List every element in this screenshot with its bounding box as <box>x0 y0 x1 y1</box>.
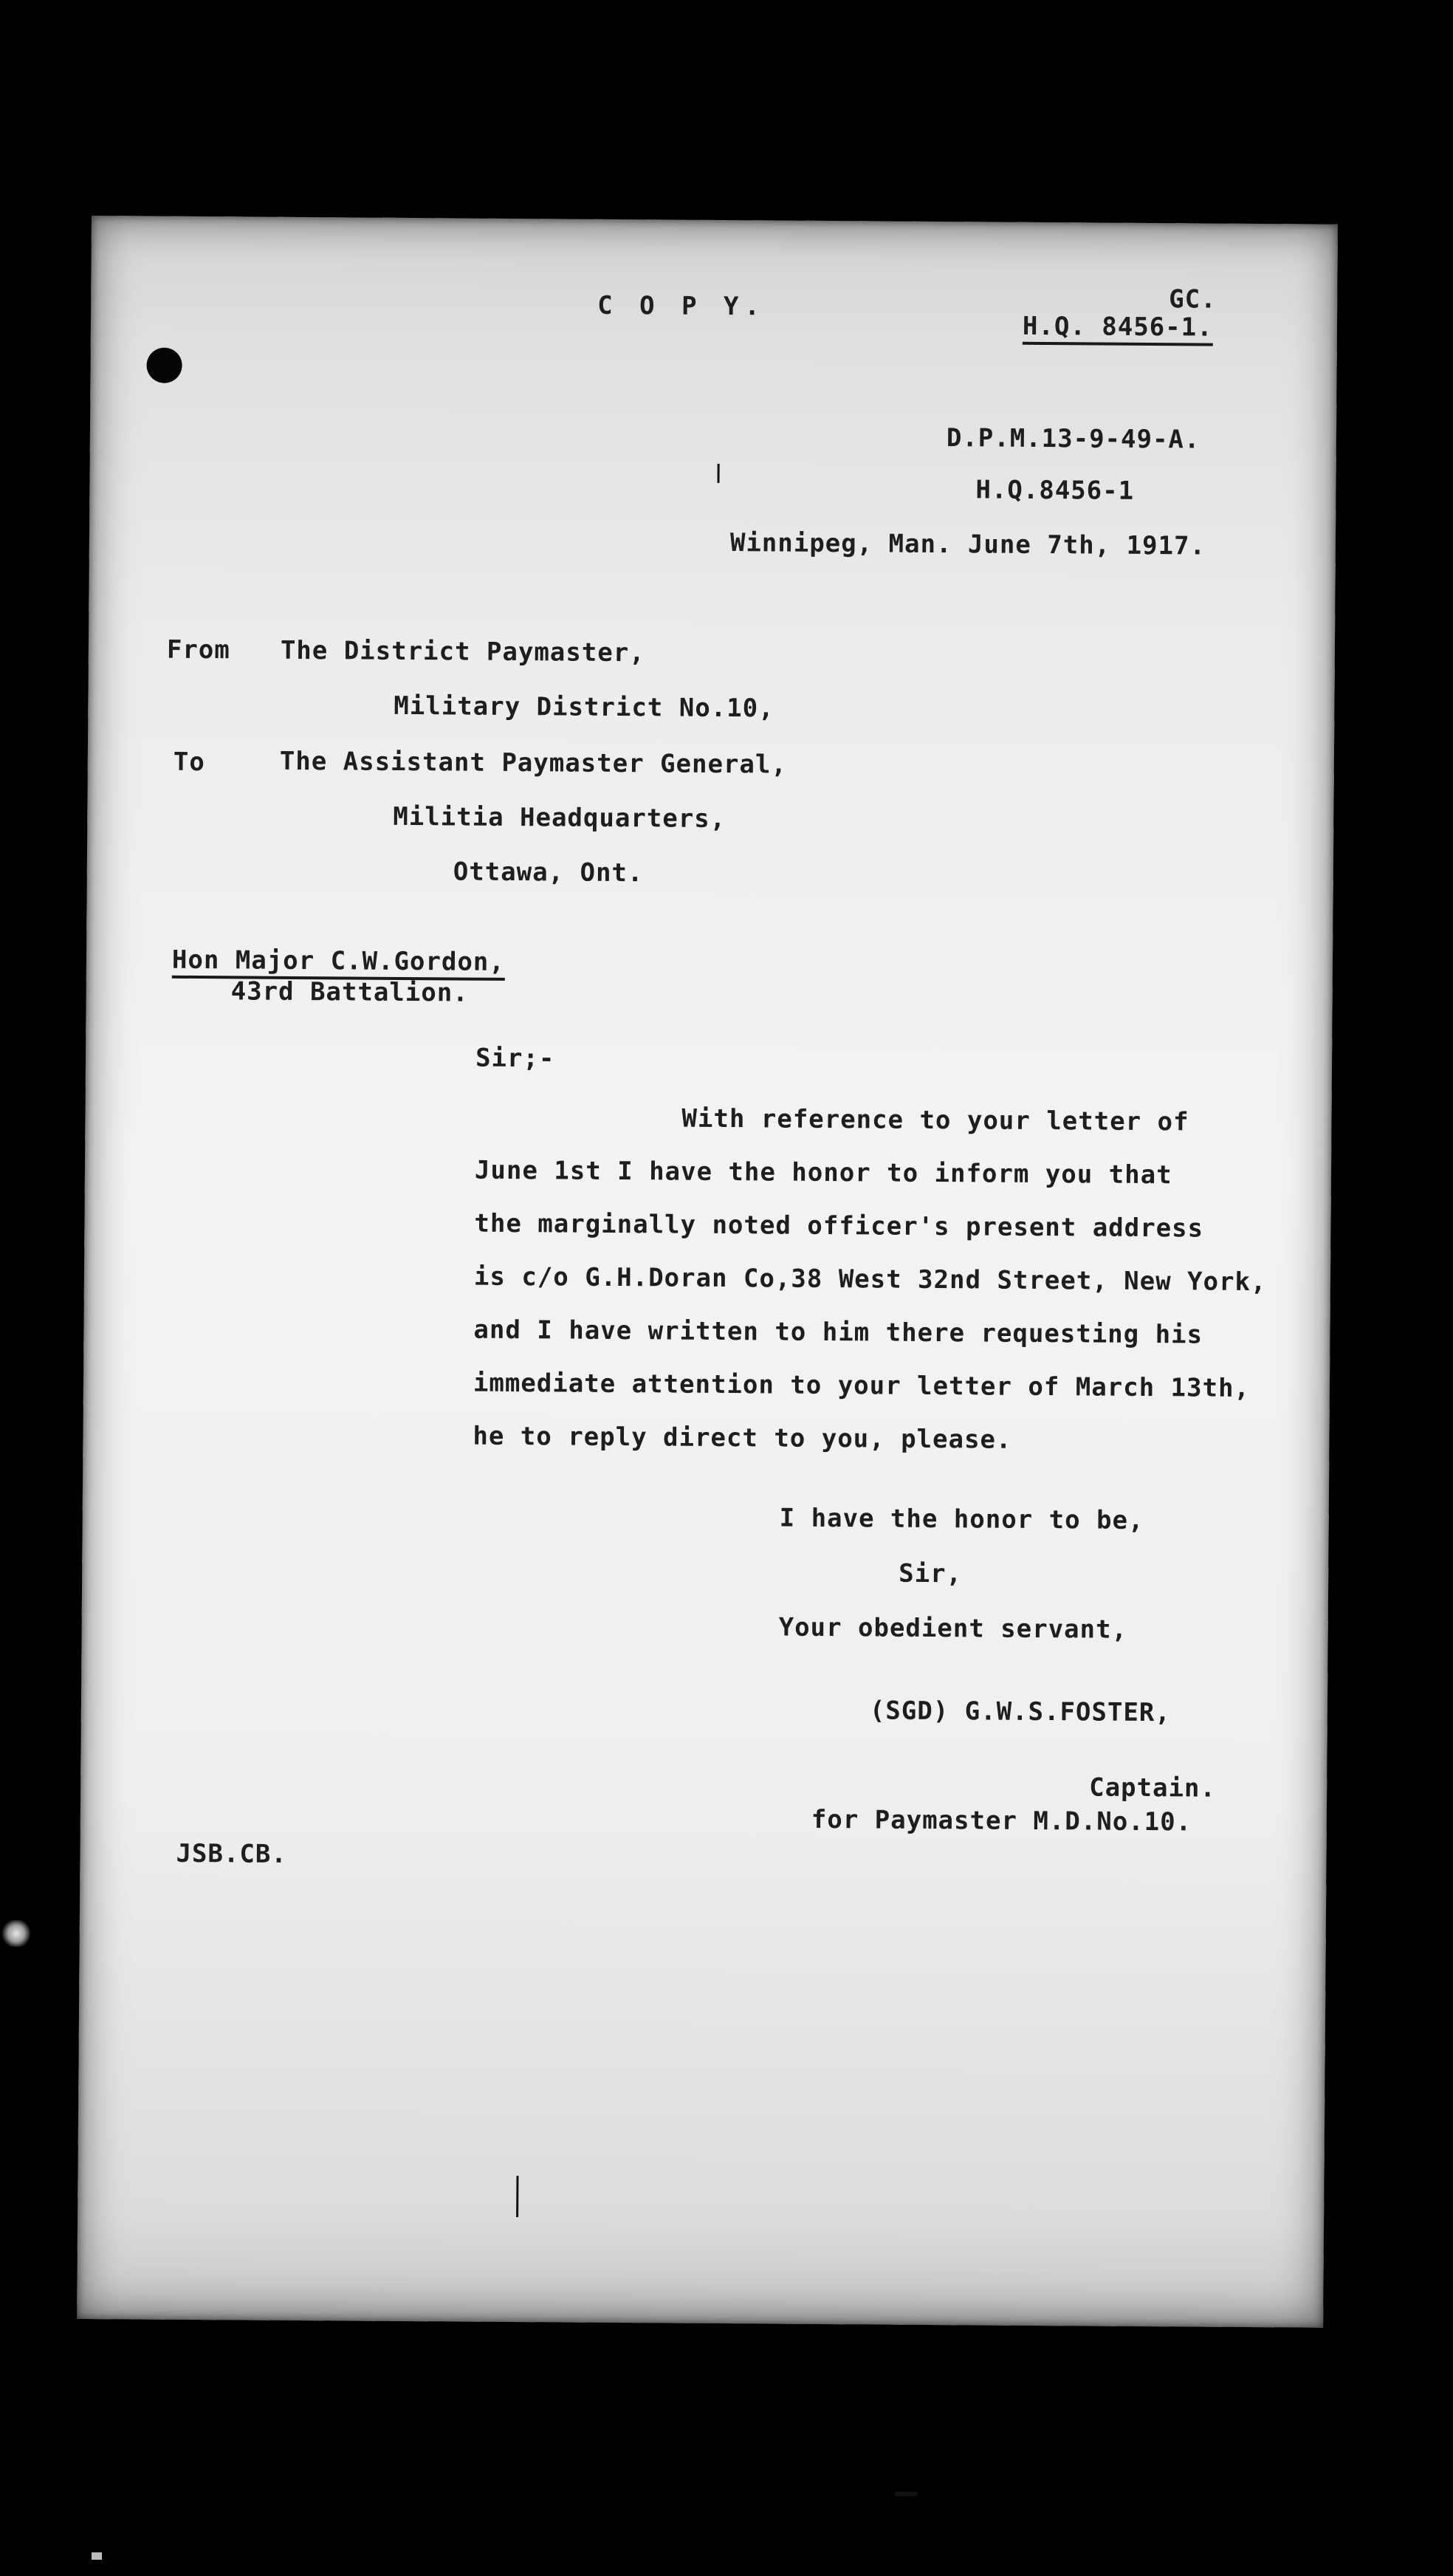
place-date: Winnipeg, Man. June 7th, 1917. <box>729 528 1206 561</box>
closing-line-1: I have the honor to be, <box>779 1503 1144 1535</box>
from-label: From <box>166 634 230 665</box>
body-line: With reference to your letter of <box>681 1103 1189 1137</box>
film-artifact <box>0 1920 32 1947</box>
hq-file-number: H.Q.8456-1 <box>975 475 1135 506</box>
scan-scratch <box>516 2176 518 2217</box>
to-line-1: The Assistant Paymaster General, <box>279 746 788 780</box>
film-artifact <box>895 2492 917 2496</box>
body-line: the marginally noted officer's present address <box>474 1208 1204 1244</box>
from-line-1: The District Paymaster, <box>280 635 645 668</box>
body-line: immediate attention to your letter of March 13th, <box>473 1368 1251 1403</box>
to-label: To <box>173 747 205 778</box>
to-line-3: Ottawa, Ont. <box>453 857 644 888</box>
scan-scratch <box>717 464 719 483</box>
subject-officer: Hon Major C.W.Gordon, <box>172 948 505 981</box>
punch-hole <box>146 348 182 383</box>
to-line-2: Militia Headquarters, <box>393 801 726 835</box>
gc-mark: GC. <box>1169 284 1217 315</box>
document-page <box>77 216 1338 2328</box>
dpm-reference: D.P.M.13-9-49-A. <box>946 423 1200 455</box>
body-line: June 1st I have the honor to inform you that <box>474 1155 1172 1191</box>
closing-line-2: Sir, <box>899 1558 963 1589</box>
from-line-2: Military District No.10, <box>394 691 774 724</box>
subject-battalion: 43rd Battalion. <box>230 976 469 1008</box>
copy-heading: C O P Y. <box>597 290 766 322</box>
hq-reference: H.Q. 8456-1. <box>1023 314 1213 346</box>
body-line: he to reply direct to you, please. <box>473 1421 1012 1455</box>
body-line: is c/o G.H.Doran Co,38 West 32nd Street, New York, <box>473 1261 1267 1298</box>
typist-initials: JSB.CB. <box>176 1838 287 1869</box>
film-artifact <box>92 2552 102 2560</box>
signature: (SGD) G.W.S.FOSTER, <box>869 1696 1171 1728</box>
signatory-for: for Paymaster M.D.No.10. <box>811 1804 1192 1837</box>
signatory-rank: Captain. <box>1089 1772 1217 1803</box>
closing-line-3: Your obedient servant, <box>778 1612 1128 1645</box>
salutation: Sir;- <box>475 1043 555 1074</box>
body-line: and I have written to him there requesting his <box>473 1315 1203 1350</box>
